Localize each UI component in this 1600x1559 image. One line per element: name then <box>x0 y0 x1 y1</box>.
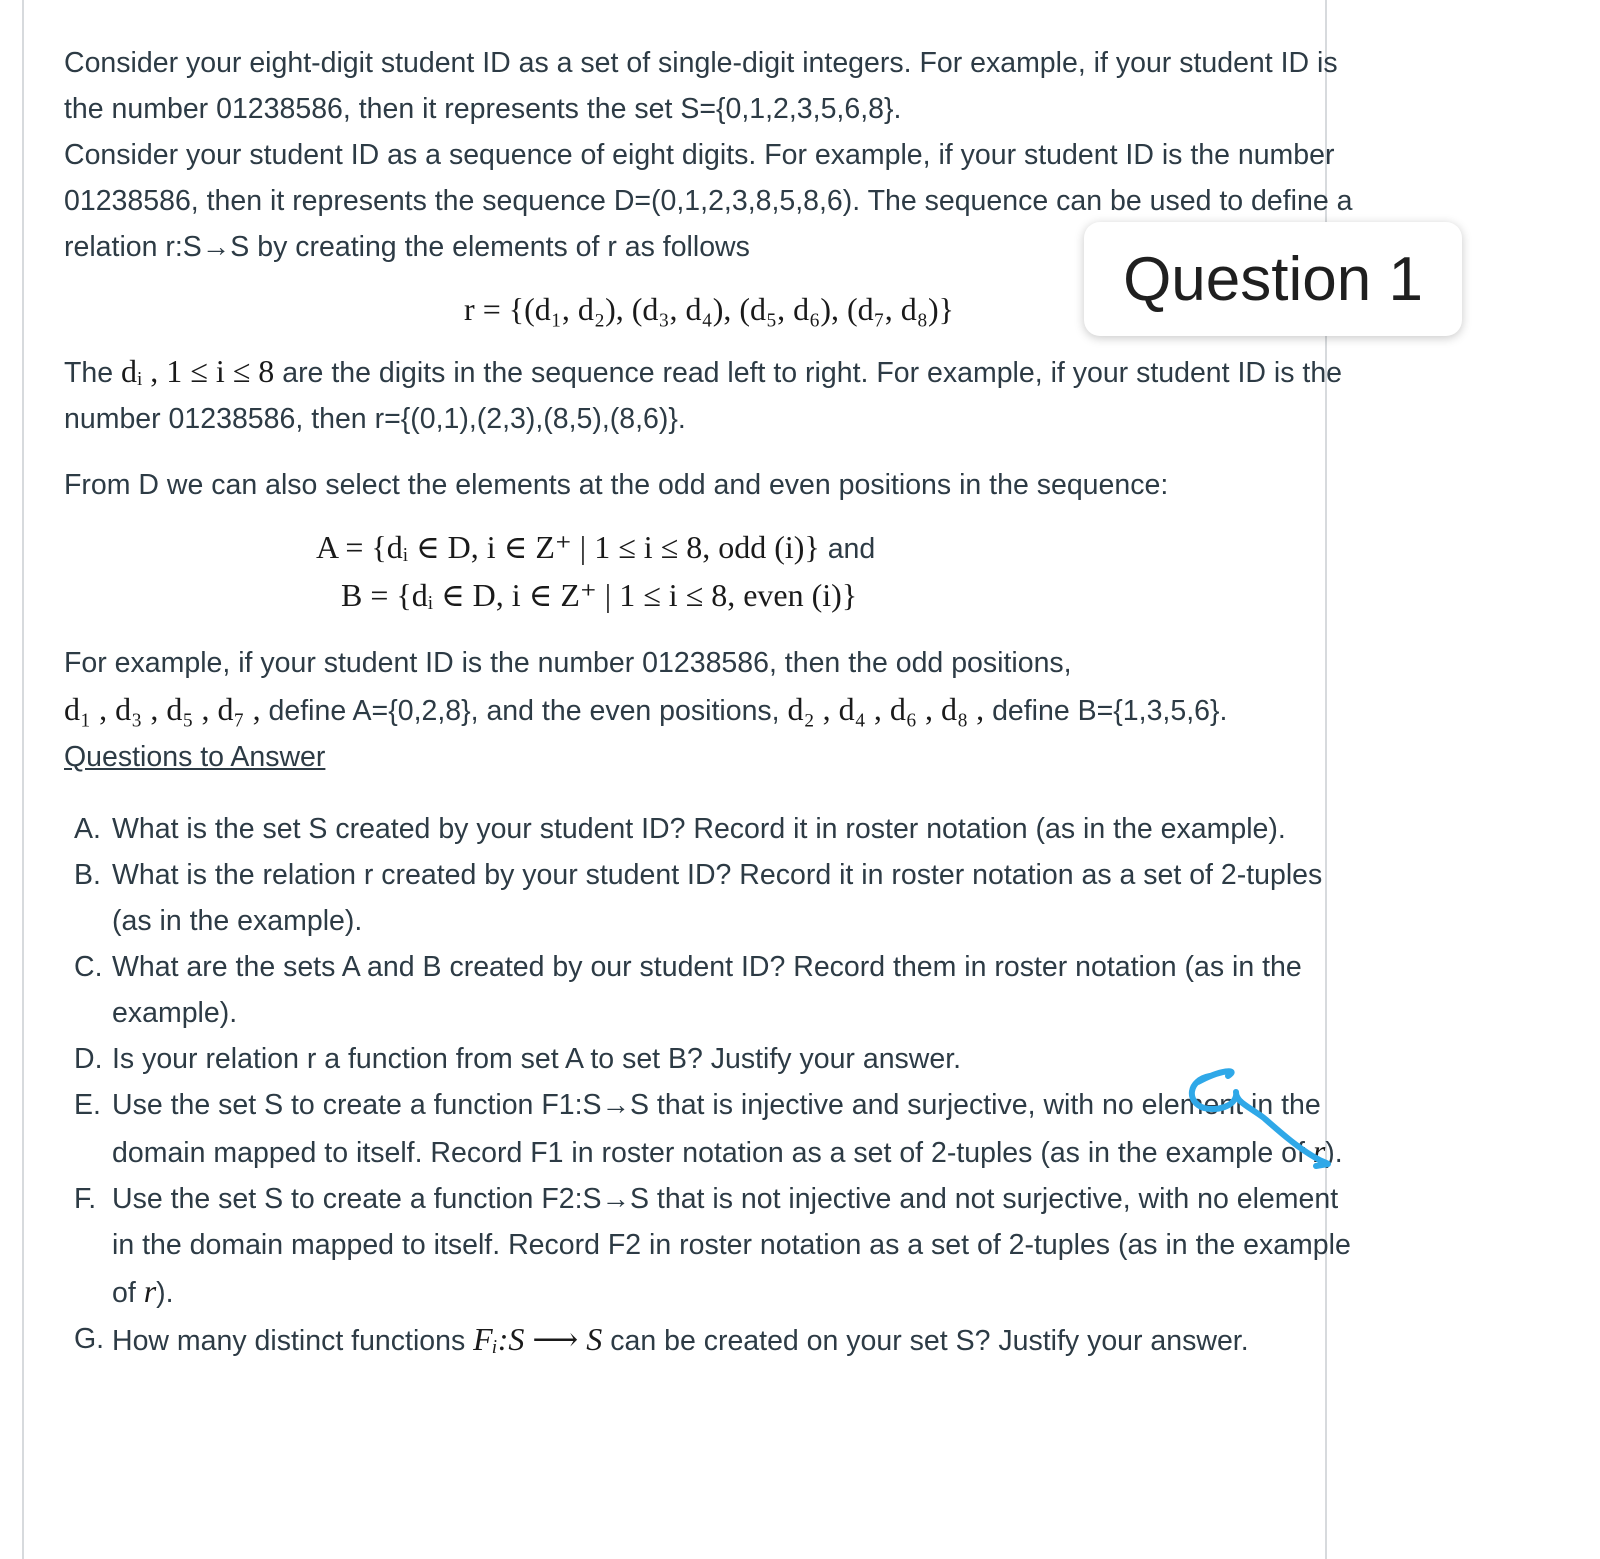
question-marker: D. <box>74 1043 103 1075</box>
question-math: r <box>1312 1133 1326 1169</box>
list-item <box>64 1036 1354 1082</box>
question-marker: C. <box>74 951 103 983</box>
question-text: What is the set S created by your student ID? Record it in roster notation (as in the example). <box>112 813 1286 845</box>
list-item <box>64 1176 1354 1316</box>
question-math: r <box>143 1273 157 1309</box>
set-a-row <box>64 524 1354 572</box>
questions-heading <box>64 734 1354 780</box>
question-text: Use the set S to create a function F2:S→S that is not injective and not surjective, with no element in the domain mapped to itself. Record F2 in roster notation as a set of 2-tuples (as in the example of <box>112 1183 1351 1309</box>
digits-math: dᵢ , 1 ≤ i ≤ 8 <box>121 353 275 389</box>
list-item <box>64 852 1354 944</box>
set-a-suffix: and <box>827 533 876 565</box>
left-border <box>22 0 24 1559</box>
intro-paragraph-2: Consider your student ID as a sequence of eight digits. For example, if your student ID is the number 01238586, then it represents the sequence D=(0,1,2,3,8,5,8,6). The sequence can be used to define a relation r:S→S by creating the elements of r as follows <box>64 139 1353 263</box>
example-ab-line1: For example, if your student ID is the number 01238586, then the odd positions, <box>64 647 1072 679</box>
question-marker: G. <box>74 1323 105 1355</box>
question-math: Fᵢ:S ⟶ S <box>473 1321 603 1357</box>
digits-lead: The <box>64 357 114 389</box>
set-b-row <box>64 572 1354 620</box>
digits-paragraph <box>64 348 1354 442</box>
question-marker: E. <box>74 1089 101 1121</box>
questions-heading-text: Questions to Answer <box>64 741 326 773</box>
question-tail: ). <box>1325 1137 1343 1169</box>
example-ab-mid: define A={0,2,8}, and the even positions, <box>268 695 780 727</box>
list-item <box>64 944 1354 1036</box>
question-tail: can be created on your set S? Justify your answer. <box>610 1325 1249 1357</box>
question-text: Is your relation r a function from set A to set B? Justify your answer. <box>112 1043 962 1075</box>
example-ab-end: define B={1,3,5,6}. <box>992 695 1228 727</box>
question-marker: F. <box>74 1183 97 1215</box>
question-label-overlay: Question 1 <box>1084 222 1462 336</box>
question-text: What are the sets A and B created by our student ID? Record them in roster notation (as in the example). <box>112 951 1302 1029</box>
intro-paragraph-1: Consider your eight-digit student ID as a set of single-digit integers. For example, if your student ID is the number 01238586, then it represents the set S={0,1,2,3,5,6,8}. <box>64 47 1338 125</box>
question-text: Use the set S to create a function F1:S→S that is injective and surjective, with no element in the domain mapped to itself. Record F1 in roster notation as a set of 2-tuples (as in the example of <box>112 1089 1321 1169</box>
digits-text: are the digits in the sequence read left to right. For example, if your student ID is the number 01238586, then r={(0,1),(2,3),(8,5),(8,6)}. <box>64 357 1343 435</box>
set-a-formula: A = {dᵢ ∈ D, i ∈ Z⁺ | 1 ≤ i ≤ 8, odd (i)} <box>316 529 820 565</box>
pen-scribble-icon <box>1180 1062 1343 1182</box>
sets-ab-formula <box>64 524 1354 620</box>
list-item <box>64 1082 1354 1176</box>
question-marker: B. <box>74 859 101 891</box>
example-ab-paragraph <box>64 640 1354 734</box>
question-text: How many distinct functions <box>112 1325 466 1357</box>
question-marker: A. <box>74 813 101 845</box>
question-text: What is the relation r created by your student ID? Record it in roster notation as a set of 2-tuples (as in the example). <box>112 859 1323 937</box>
question-tail: ). <box>156 1277 174 1309</box>
odd-positions-math: d₁ , d₃ , d₅ , d₇ , <box>64 691 261 727</box>
questions-list <box>64 806 1354 1364</box>
from-d-paragraph: From D we can also select the elements at the odd and even positions in the sequence: <box>64 469 1169 501</box>
relation-formula-text: r = {(d₁, d₂), (d₃, d₄), (d₅, d₆), (d₇, d₈)} <box>464 291 954 327</box>
list-item <box>64 806 1354 852</box>
set-b-formula: B = {dᵢ ∈ D, i ∈ Z⁺ | 1 ≤ i ≤ 8, even (i)} <box>341 577 858 613</box>
list-item <box>64 1316 1354 1364</box>
even-positions-math: d₂ , d₄ , d₆ , d₈ , <box>787 691 985 727</box>
